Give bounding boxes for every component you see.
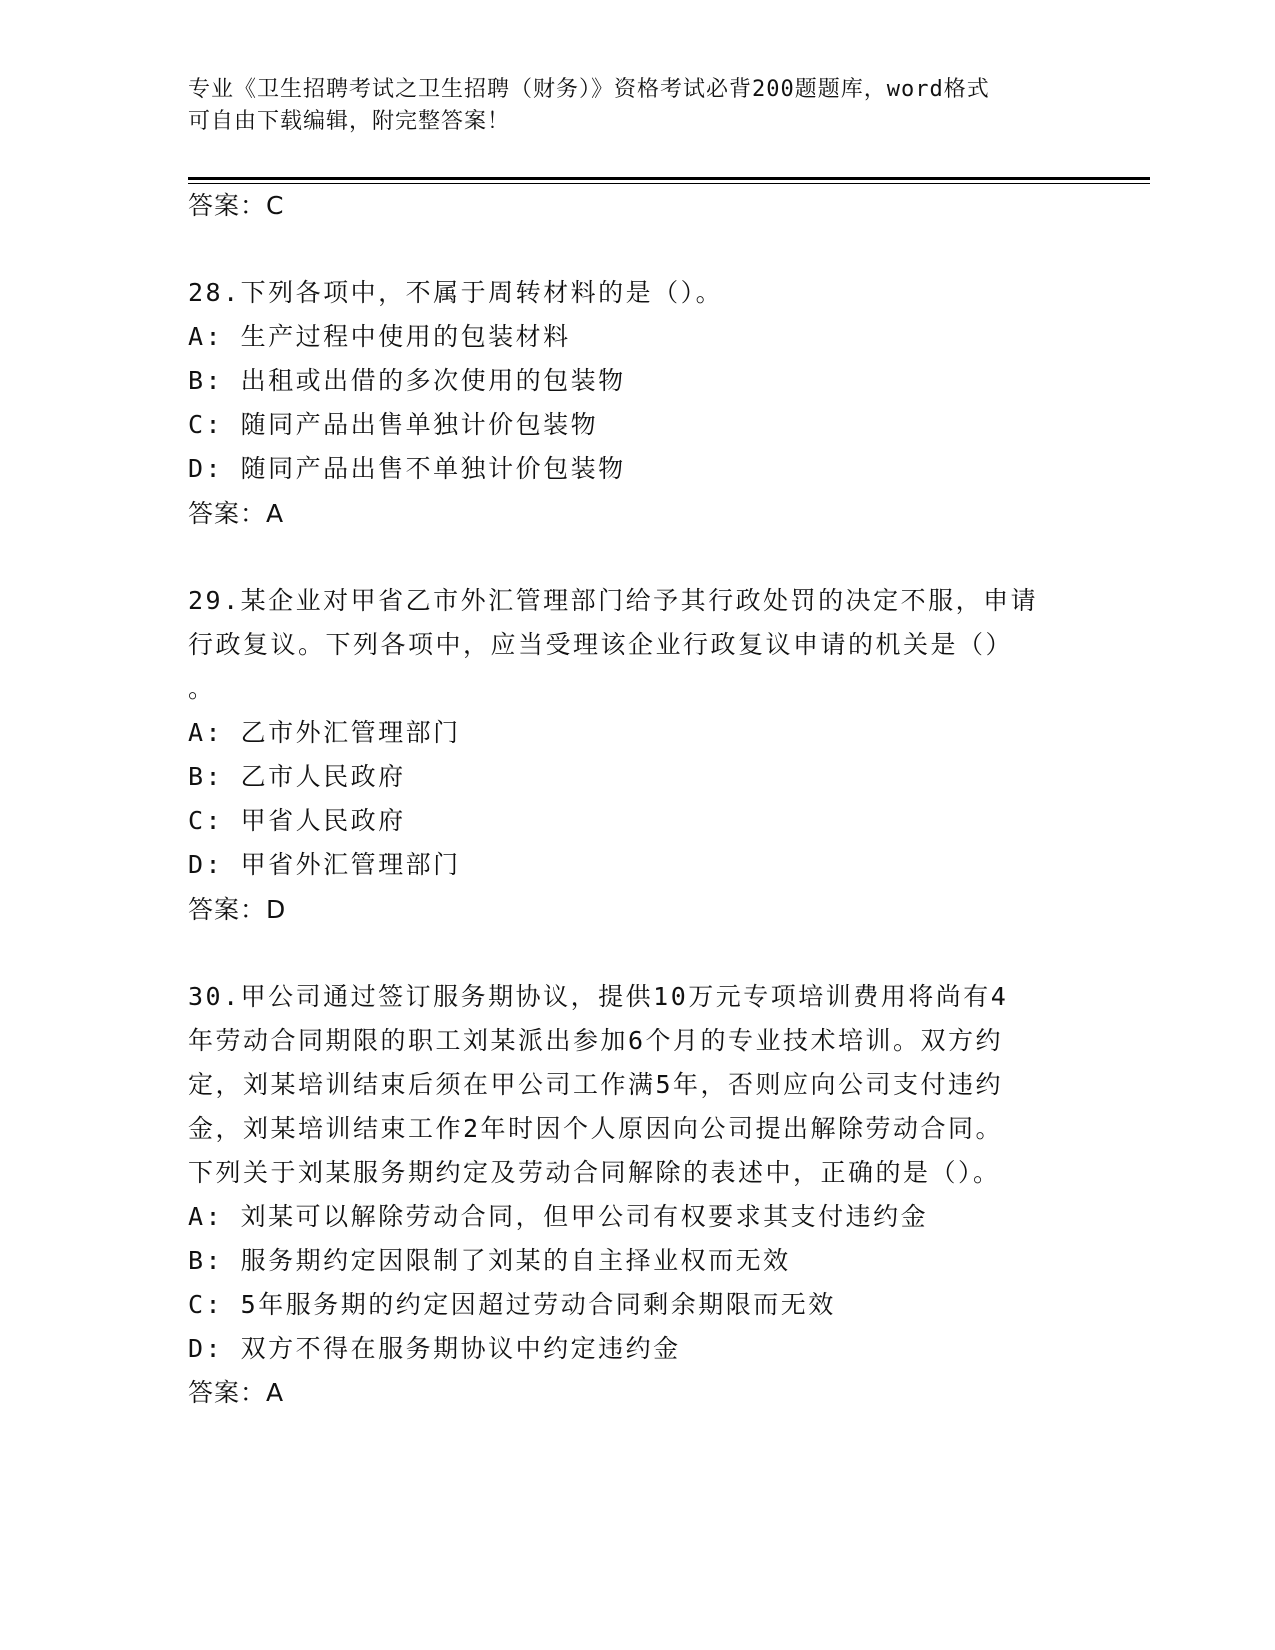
- header-rule-thick: [188, 177, 1150, 180]
- header-line-2: 可自由下载编辑，附完整答案！: [188, 109, 511, 134]
- question-28-stem: 28.下列各项中，不属于周转材料的是（）。: [188, 278, 724, 307]
- question-29-stem-line-2: 行政复议。下列各项中，应当受理该企业行政复议申请的机关是（）: [188, 630, 1014, 659]
- header-rule-thin: [188, 183, 1150, 184]
- question-30-option-d: D: 双方不得在服务期协议中约定违约金: [188, 1334, 681, 1363]
- answer-29: 答案：D: [188, 895, 287, 924]
- question-29-stem-line-3: 。: [188, 674, 216, 703]
- question-28-option-b: B: 出租或出借的多次使用的包装物: [188, 366, 626, 395]
- question-29-stem-line-1: 29.某企业对甲省乙市外汇管理部门给予其行政处罚的决定不服，申请: [188, 586, 1039, 615]
- question-30-stem-line-4: 金，刘某培训结束工作2年时因个人原因向公司提出解除劳动合同。: [188, 1114, 1004, 1143]
- answer-28: 答案：A: [188, 499, 285, 528]
- question-30-stem-line-1: 30.甲公司通过签订服务期协议，提供10万元专项培训费用将尚有4: [188, 982, 1009, 1011]
- question-30-option-c: C: 5年服务期的约定因超过劳动合同剩余期限而无效: [188, 1290, 836, 1319]
- question-30-stem-line-2: 年劳动合同期限的职工刘某派出参加6个月的专业技术培训。双方约: [188, 1026, 1004, 1055]
- question-30-stem-line-5: 下列关于刘某服务期约定及劳动合同解除的表述中，正确的是（）。: [188, 1158, 1001, 1187]
- question-28-option-c: C: 随同产品出售单独计价包装物: [188, 410, 599, 439]
- question-29-option-d: D: 甲省外汇管理部门: [188, 850, 461, 879]
- document-header: [188, 74, 1088, 138]
- question-28-option-d: D: 随同产品出售不单独计价包装物: [188, 454, 626, 483]
- answer-30: 答案：A: [188, 1378, 285, 1407]
- question-29-option-a: A: 乙市外汇管理部门: [188, 718, 461, 747]
- question-28-option-a: A: 生产过程中使用的包装材料: [188, 322, 571, 351]
- header-line-1: 专业《卫生招聘考试之卫生招聘（财务）》资格考试必背200题题库，word格式: [188, 77, 990, 102]
- question-30-option-b: B: 服务期约定因限制了刘某的自主择业权而无效: [188, 1246, 791, 1275]
- question-30-option-a: A: 刘某可以解除劳动合同，但甲公司有权要求其支付违约金: [188, 1202, 929, 1231]
- question-29-option-b: B: 乙市人民政府: [188, 762, 406, 791]
- question-30-stem-line-3: 定，刘某培训结束后须在甲公司工作满5年，否则应向公司支付违约: [188, 1070, 1004, 1099]
- answer-27: 答案：C: [188, 191, 285, 220]
- question-29-option-c: C: 甲省人民政府: [188, 806, 406, 835]
